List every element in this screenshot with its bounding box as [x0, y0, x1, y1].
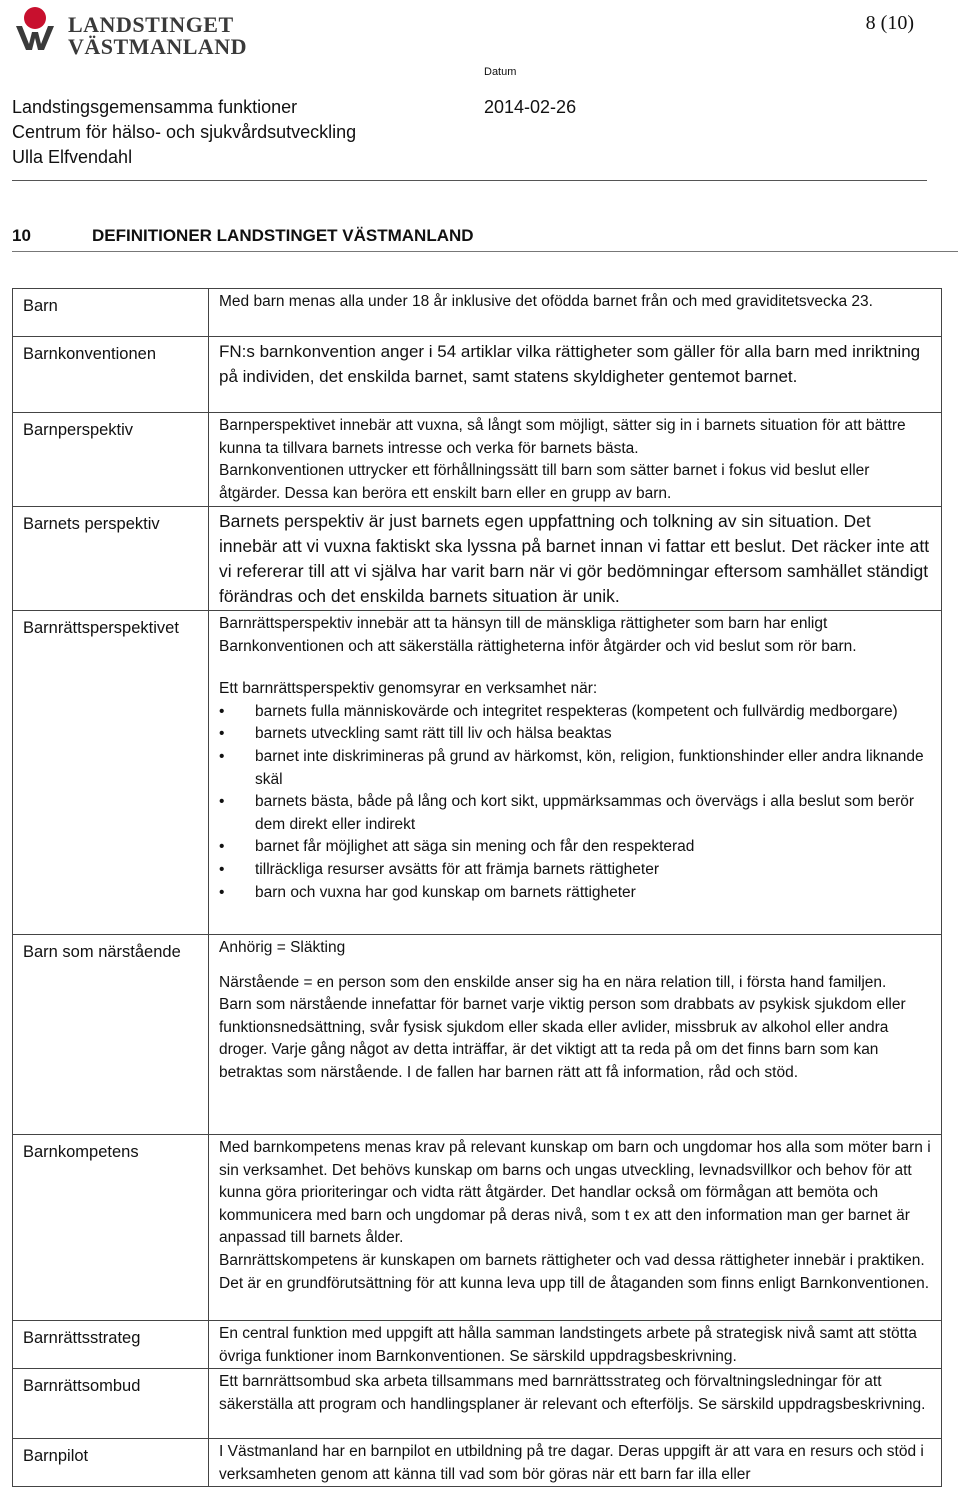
table-row [13, 507, 942, 611]
header-date: 2014-02-26 [484, 97, 577, 117]
definition-text: Barnrättsperspektiv innebär att ta hänsyn till de mänskliga rättigheter som barn har enligt Barnkonventionen och att säkerställa rättigheterna inför åtgärder och vid beslut som rör barn. [219, 615, 857, 655]
definition-cell [209, 1439, 942, 1487]
term-cell: Barnperspektiv [13, 413, 209, 507]
list-item: • barnets utveckling samt rätt till liv och hälsa beaktas [219, 723, 933, 746]
list-item: • tillräckliga resurser avsätts för att främja barnets rättigheter [219, 859, 933, 882]
definition-text: Barn som närstående innefattar för barnet varje viktig person som drabbats av psykisk sjukdom eller funktionsnedsättning, svår fysisk sjukdom eller skada eller avlider, missbruk av alkohol eller andra droger. Varje gång något av detta inträffar, är det viktigt att ta reda på om det finns barn som kan betraktas som närstående. I de fallen har barnen rätt att få information, råd och stöd. [219, 996, 906, 1081]
definition-text: Ett barnrättsperspektiv genomsyrar en verksamhet när: [219, 680, 598, 698]
table-row [13, 1439, 942, 1487]
definition-cell [209, 507, 942, 611]
section-title: DEFINITIONER LANDSTINGET VÄSTMANLAND [92, 226, 474, 245]
list-item: • barn och vuxna har god kunskap om barnets rättigheter [219, 882, 933, 905]
logo-text-line1: LANDSTINGET [68, 12, 234, 37]
list-item: • barnets bästa, både på lång och kort sikt, uppmärksammas och övervägs i alla beslut som berör dem direkt eller indirekt [219, 791, 933, 836]
section-number: 10 [12, 226, 31, 245]
definition-text: Med barn menas alla under 18 år inklusive det ofödda barnet från och med graviditetsvecka 23. [219, 293, 873, 310]
header-line1: Landstingsgemensamma funktioner [12, 97, 298, 117]
definition-cell [209, 935, 942, 1135]
table-row [13, 1369, 942, 1439]
definition-text: FN:s barnkonvention anger i 54 artiklar vilka rättigheter som gäller för alla barn med inriktning på individen, det enskilda barnet, samt statens skyldigheter gentemot barnet. [219, 342, 921, 386]
logo-emblem-icon [10, 4, 60, 54]
section-heading [12, 226, 474, 246]
definition-text: Närstående = en person som den enskilde anser sig ha en nära relation till, i första hand familjen. [219, 973, 887, 991]
criteria-list [219, 701, 933, 904]
landstinget-logo [10, 4, 248, 59]
table-row [13, 413, 942, 507]
header-divider [12, 180, 927, 181]
table-row [13, 611, 942, 935]
definition-text: Barnrättskompetens är kunskapen om barnets rättigheter och vad dessa rättigheter innebär i praktiken. Det är en grundförutsättning för att kunna leva upp till de åtaganden som finns enligt Barnkonventionen. [219, 1251, 930, 1292]
definition-cell [209, 337, 942, 413]
term-cell: Barnrättsperspektivet [13, 611, 209, 935]
section-divider [12, 251, 958, 252]
table-row [13, 289, 942, 337]
term-cell: Barnkompetens [13, 1135, 209, 1321]
definition-text: I Västmanland har en barnpilot en utbildning på tre dagar. Deras uppgift är att vara en resurs och stöd i verksamheten genom att känna till vad som bör göras när ett barn far illa eller [219, 1443, 924, 1483]
definition-cell [209, 1321, 942, 1369]
list-item: • barnets fulla människovärde och integritet respekteras (kompetent och fullvärdig medborgare) [219, 701, 933, 724]
term-cell: Barnpilot [13, 1439, 209, 1487]
table-row [13, 1321, 942, 1369]
term-cell: Barn [13, 289, 209, 337]
logo-text-line2: VÄSTMANLAND [68, 34, 248, 59]
term-cell: Barnets perspektiv [13, 507, 209, 611]
definition-cell [209, 413, 942, 507]
date-label: Datum [484, 66, 517, 78]
definition-cell [209, 289, 942, 337]
definition-text: Med barnkompetens menas krav på relevant kunskap om barn och ungdomar hos alla som möter barn i sin verksamhet. Det behövs kunskap om barns och ungas utveckling, levnadsvillkor och behov för att kunna göra prioriteringar och vidta rätt åtgärder. Det handlar också om förmågan att bemöta och kommunicera med barn och ungdomar på deras nivå, som t ex att den information man ger barnet är anpassad till barnets ålder. [219, 1139, 931, 1247]
definition-cell [209, 1135, 942, 1321]
definition-text: Anhörig = Släkting [219, 939, 346, 956]
term-cell: Barn som närstående [13, 935, 209, 1135]
list-item: • barnet inte diskrimineras på grund av härkomst, kön, religion, funktionshinder eller andra liknande skäl [219, 746, 933, 791]
header-line3: Ulla Elfvendahl [12, 147, 133, 167]
table-row [13, 1135, 942, 1321]
header-line2: Centrum för hälso- och sjukvårdsutveckling [12, 122, 357, 142]
definition-text: Ett barnrättsombud ska arbeta tillsammans med barnrättsstrateg och förvaltningsledningar för att säkerställa att program och handlingsplaner är relevant och efterföljs. Se särskild uppdragsbeskrivning. [219, 1373, 926, 1413]
page-number: 8 (10) [865, 12, 914, 34]
definition-text: Barnkonventionen uttrycker ett förhållningssätt till barn som sätter barnet i fokus vid beslut eller åtgärder. Dessa kan beröra ett enskilt barn eller en grupp av barn. [219, 462, 870, 502]
definition-text: Barnets perspektiv är just barnets egen uppfattning och tolkning av sin situation. Det innebär att vi vuxna faktiskt ska lyssna på barnet innan vi fattar ett beslut. Det räcker inte att vi refererar till att vi själva har varit barn när vi gör bedömningar eftersom samhället ständigt förändras och det enskilda barnets situation är unik. [219, 511, 930, 606]
term-cell: Barnkonventionen [13, 337, 209, 413]
definition-text: Barnperspektivet innebär att vuxna, så långt som möjligt, sätter sig in i barnets situation för att bättre kunna ta tillvara barnets intresse och verka för barnets bästa. [219, 417, 906, 457]
table-row [13, 337, 942, 413]
list-item: • barnet får möjlighet att säga sin mening och får den respekterad [219, 836, 933, 859]
definition-text: En central funktion med uppgift att hålla samman landstingets arbete på strategisk nivå samt att stötta övriga funktioner inom Barnkonventionen. Se särskild uppdragsbeskrivning. [219, 1325, 917, 1365]
table-row [13, 935, 942, 1135]
definition-cell [209, 611, 942, 935]
term-cell: Barnrättsstrateg [13, 1321, 209, 1369]
term-cell: Barnrättsombud [13, 1369, 209, 1439]
definition-cell [209, 1369, 942, 1439]
definitions-table [12, 288, 942, 1487]
